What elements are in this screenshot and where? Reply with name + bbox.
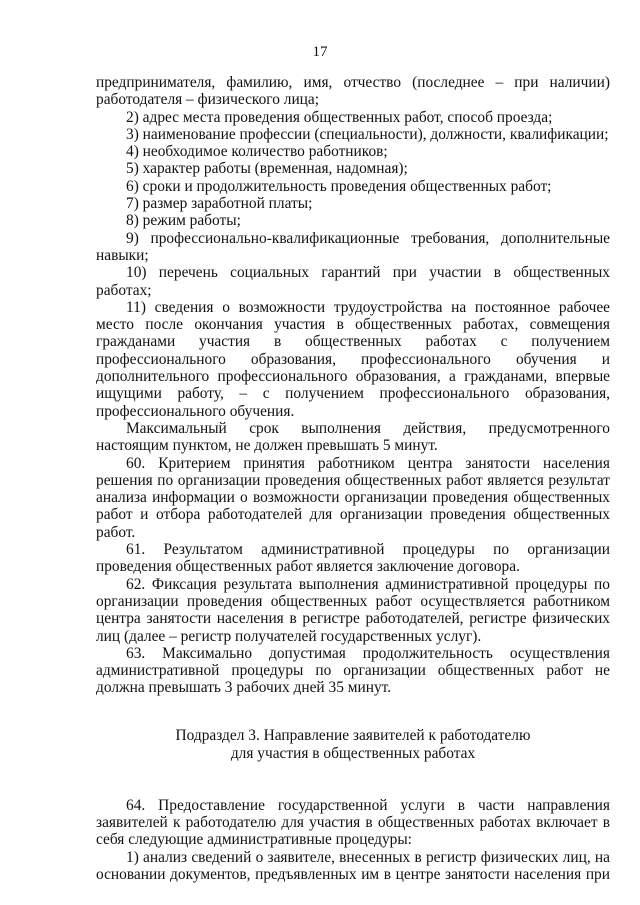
list-item-9: 9) профессионально-квалификационные требования, дополнительные навыки;	[96, 229, 610, 264]
list-item-3: 3) наименование профессии (специальности), должности, квалификации;	[126, 125, 609, 143]
list-item-8: 8) режим работы;	[126, 212, 241, 230]
paragraph-continuation: предпринимателя, фамилию, имя, отчество (последнее – при наличии) работодателя – физического лица;	[96, 74, 610, 109]
list-item-5: 5) характер работы (временная, надомная);	[126, 160, 408, 178]
list-item-6: 6) сроки и продолжительность проведения общественных работ;	[126, 177, 552, 195]
list-item-2: 2) адрес места проведения общественных работ, способ проезда;	[126, 108, 553, 126]
subsection-heading-line1: Подраздел 3. Направление заявителей к работодателю	[175, 726, 531, 744]
page-number: 17	[312, 44, 328, 60]
list-item-7: 7) размер заработной платы;	[126, 195, 313, 213]
paragraph-60: 60. Критерием принятия работником центра занятости населения решения по организации проведения общественных работ является результат анализа информации о возможности организации проведения общественных работ и отбора работодателей для организации проведения общественных работ.	[96, 454, 610, 541]
subsection-heading-line2: для участия в общественных работах	[230, 744, 476, 762]
subsection-heading	[96, 727, 610, 763]
paragraph-64-item-1: 1) анализ сведений о заявителе, внесенных в регистр физических лиц, на основании документов, предъявленных им в центре занятости населения при	[96, 848, 610, 883]
list-item-11: 11) сведения о возможности трудоустройства на постоянное рабочее место после окончания участия в общественных работах, совмещения гражданами участия в общественных работах с получением профессионального образования, профессионального обучения и дополнительного профессионального образования, а гражданами, впервые ищущими работу, – с получением профессионального образования, профессионального обучения.	[96, 298, 610, 420]
document-body	[96, 74, 610, 883]
paragraph-62: 62. Фиксация результата выполнения административной процедуры по организации проведения общественных работ осуществляется работником центра занятости населения в регистре работодателей, регистре физических лиц (далее – регистр получателей государственных услуг).	[96, 575, 610, 645]
paragraph-63: 63. Максимально допустимая продолжительность осуществления административной процедуры по организации общественных работ не должна превышать 3 рабочих дней 35 минут.	[96, 644, 610, 697]
list-item-4: 4) необходимое количество работников;	[126, 143, 388, 161]
paragraph-max-time: Максимальный срок выполнения действия, предусмотренного настоящим пунктом, не должен превышать 5 минут.	[96, 419, 610, 455]
paragraph-64: 64. Предоставление государственной услуги в части направления заявителей к работодателю для участия в общественных работах включает в себя следующие административные процедуры:	[96, 796, 610, 849]
paragraph-61: 61. Результатом административной процедуры по организации проведения общественных работ является заключение договора.	[96, 541, 610, 576]
list-item-10: 10) перечень социальных гарантий при участии в общественных работах;	[96, 264, 610, 299]
